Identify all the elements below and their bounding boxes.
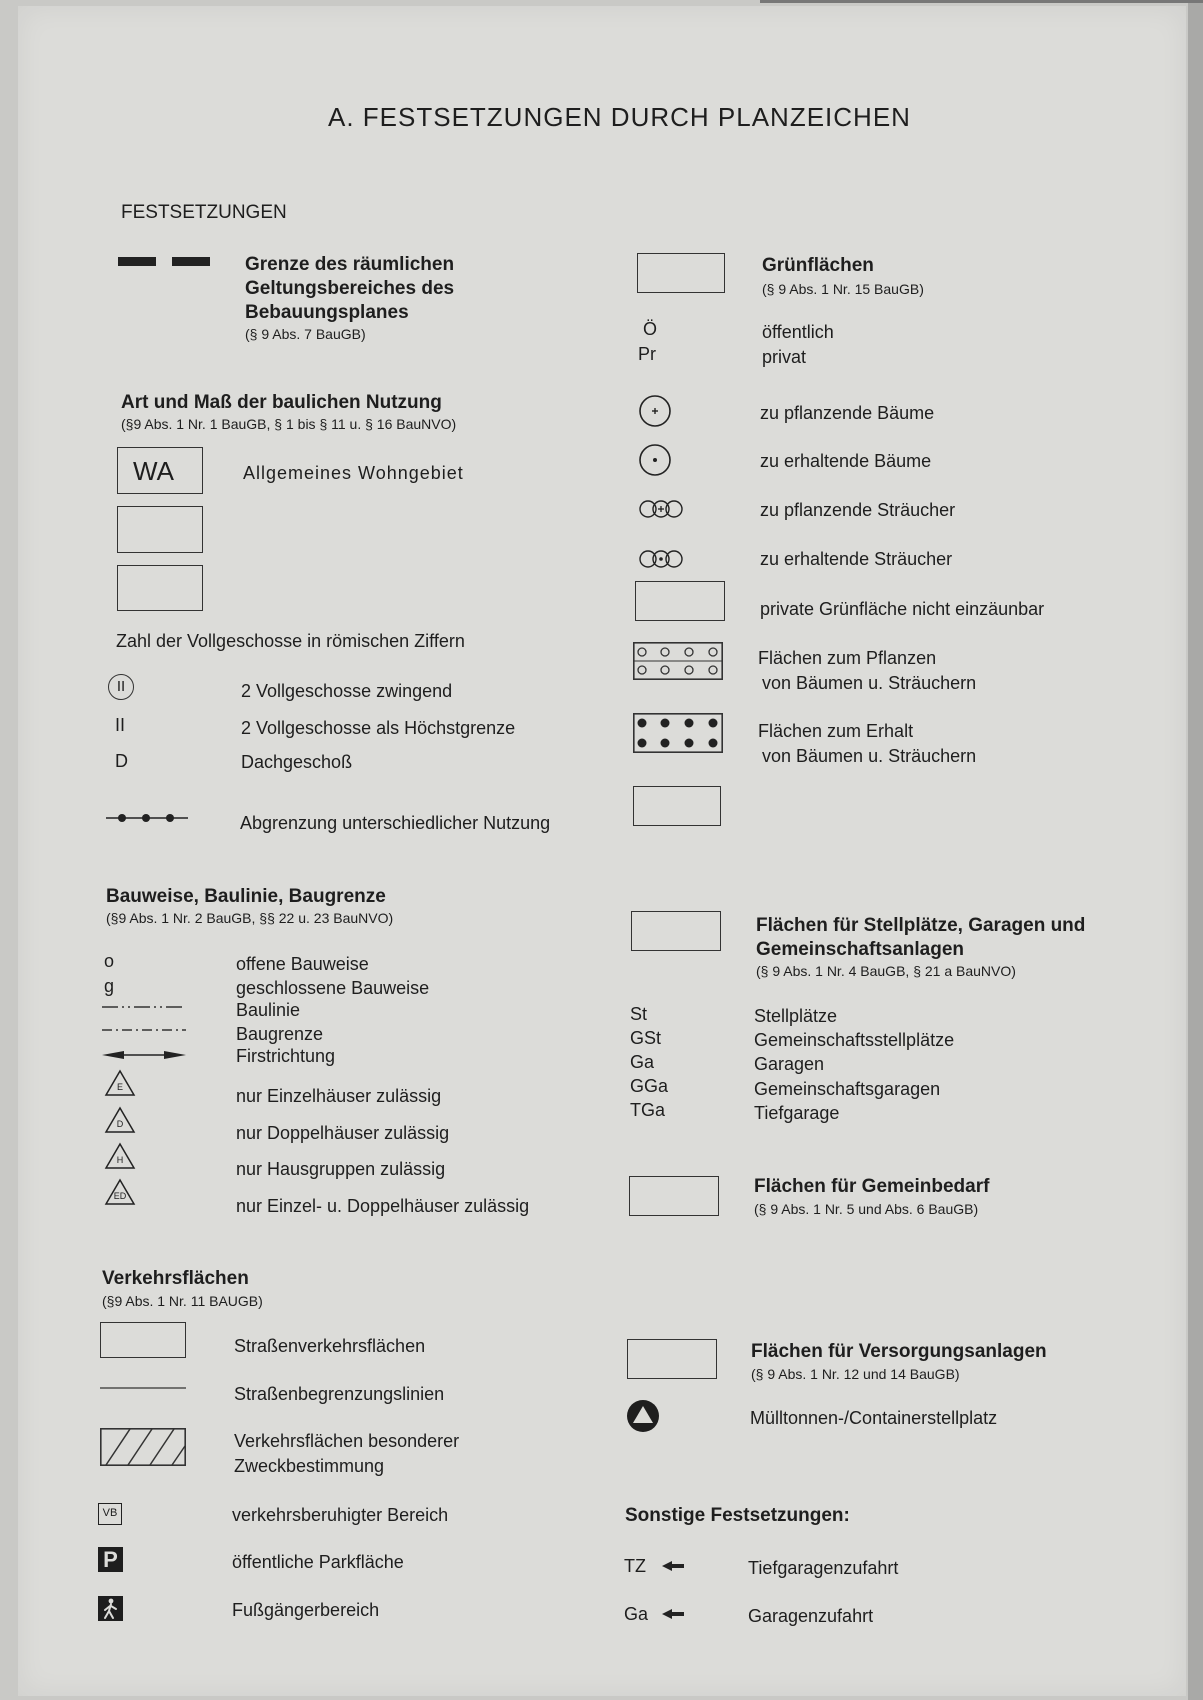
stell-sym-0: St — [630, 1004, 648, 1024]
geltung-line-1: Grenze des räumlichen — [245, 254, 455, 275]
gemeinbedarf-ref: (§ 9 Abs. 1 Nr. 5 und Abs. 6 BauGB) — [754, 1201, 979, 1217]
besonders-line-1: Verkehrsflächen besonderer — [234, 1431, 460, 1451]
baugrenze-label: Baugrenze — [236, 1024, 324, 1044]
baeume-erhalten-label: zu erhaltende Bäume — [760, 451, 932, 471]
tz-label: Tiefgaragenzufahrt — [748, 1558, 899, 1578]
zahl-text: Zahl der Vollgeschosse in römischen Ziffern — [116, 631, 465, 651]
strassen-box — [100, 1322, 186, 1358]
stell-sym-2: Ga — [630, 1052, 655, 1072]
abgrenzung-label: Abgrenzung unterschiedlicher Nutzung — [240, 813, 551, 833]
einzel-label: nur Einzelhäuser zulässig — [236, 1086, 442, 1106]
verkehr-ref: (§9 Abs. 1 Nr. 11 BAUGB) — [102, 1293, 263, 1309]
keep-area-icon — [633, 713, 723, 753]
ga-label: Garagenzufahrt — [748, 1606, 874, 1626]
stell-heading-1: Flächen für Stellplätze, Garagen und — [756, 915, 1086, 936]
gemeinbedarf-box — [629, 1176, 719, 1216]
gruen-ref: (§ 9 Abs. 1 Nr. 15 BauGB) — [762, 281, 924, 297]
fuss-label: Fußgängerbereich — [232, 1600, 380, 1620]
page-edge-right — [1188, 0, 1203, 1700]
versorgung-heading: Flächen für Versorgungsanlagen — [751, 1341, 1047, 1362]
stell-heading-2: Gemeinschaftsanlagen — [756, 939, 965, 960]
triangle-ed-letter: ED — [113, 1191, 127, 1201]
straeucher-erhalten-label: zu erhaltende Sträucher — [760, 549, 953, 569]
geschl-symbol: g — [104, 976, 115, 996]
stell-label-4: Tiefgarage — [754, 1103, 840, 1123]
priv-label: privat — [762, 347, 807, 367]
gruen-heading: Grünflächen — [762, 255, 874, 276]
oeff-label: öffentlich — [762, 322, 834, 342]
strassen-label: Straßenverkehrsflächen — [234, 1336, 426, 1356]
stell-sym-3: GGa — [630, 1076, 669, 1096]
pflanzen-line-2: von Bäumen u. Sträuchern — [762, 673, 977, 693]
baulinie-line-icon — [102, 1004, 186, 1010]
first-label: Firstrichtung — [236, 1046, 336, 1066]
zwingend-label: 2 Vollgeschosse zwingend — [241, 681, 453, 701]
ga-symbol: Ga — [624, 1604, 649, 1624]
tz-arrow-icon — [662, 1560, 684, 1572]
stell-label-1: Gemeinschaftsstellplätze — [754, 1030, 955, 1050]
empty-green-box — [633, 786, 721, 826]
geschl-label: geschlossene Bauweise — [236, 978, 430, 998]
stell-label-0: Stellplätze — [754, 1006, 838, 1026]
erhalt-line-2: von Bäumen u. Sträuchern — [762, 746, 977, 766]
priv-symbol: Pr — [638, 344, 656, 364]
empty-field-box — [117, 506, 203, 553]
waste-container-icon — [626, 1399, 660, 1433]
erhalt-line-1: Flächen zum Erhalt — [758, 721, 914, 741]
gruen-box — [637, 253, 725, 293]
straeucher-pflanzen-label: zu pflanzende Sträucher — [760, 500, 956, 520]
gemeinbedarf-heading: Flächen für Gemeinbedarf — [754, 1176, 990, 1197]
dach-symbol: D — [115, 751, 128, 771]
empty-field-box-2 — [117, 565, 203, 611]
versorgung-box — [627, 1339, 717, 1379]
triangle-h-letter: H — [116, 1155, 124, 1165]
circled-numeral-icon: II — [108, 674, 134, 700]
muell-label: Mülltonnen-/Containerstellplatz — [750, 1408, 998, 1428]
document-title: A. FESTSETZUNGEN DURCH PLANZEICHEN — [328, 102, 911, 132]
verkehr-heading: Verkehrsflächen — [102, 1268, 249, 1289]
baeume-pflanzen-label: zu pflanzende Bäume — [760, 403, 935, 423]
pflanzen-line-1: Flächen zum Pflanzen — [758, 648, 937, 668]
shrub-keep-icon — [637, 548, 685, 570]
geltung-ref: (§ 9 Abs. 7 BauGB) — [245, 326, 366, 342]
vb-icon: VB — [98, 1503, 122, 1525]
park-label: öffentliche Parkfläche — [232, 1552, 404, 1572]
boundary-line-symbol — [118, 254, 213, 268]
begrenzung-line-icon — [100, 1386, 186, 1390]
tree-plant-icon — [638, 394, 672, 428]
wa-symbol: WA — [133, 456, 174, 486]
privat-gruen-box — [635, 581, 725, 621]
nutzung-ref: (§9 Abs. 1 Nr. 1 BauGB, § 1 bis § 11 u. § 16 BauNVO) — [121, 416, 457, 432]
baulinie-label: Baulinie — [236, 1000, 301, 1020]
baugrenze-line-icon — [102, 1027, 186, 1033]
dot-line-icon — [106, 812, 188, 824]
document-sheet — [18, 6, 1186, 1696]
bauweise-heading: Bauweise, Baulinie, Baugrenze — [106, 886, 386, 907]
page-edge-top — [760, 0, 1203, 3]
nutzung-heading: Art und Maß der baulichen Nutzung — [121, 392, 442, 413]
stell-label-3: Gemeinschaftsgaragen — [754, 1079, 941, 1099]
hoechst-symbol: II — [115, 715, 126, 735]
versorgung-ref: (§ 9 Abs. 1 Nr. 12 und 14 BauGB) — [751, 1366, 960, 1382]
einzel-doppel-label: nur Einzel- u. Doppelhäuser zulässig — [236, 1196, 530, 1216]
geltung-line-3: Bebauungsplanes — [245, 302, 409, 323]
stell-ref: (§ 9 Abs. 1 Nr. 4 BauGB, § 21 a BauNVO) — [756, 963, 1016, 979]
hausgruppen-label: nur Hausgruppen zulässig — [236, 1159, 446, 1179]
stell-box — [631, 911, 721, 951]
wa-label: Allgemeines Wohngebiet — [243, 463, 464, 483]
hoechst-label: 2 Vollgeschosse als Höchstgrenze — [241, 718, 516, 738]
hatched-box-icon — [100, 1428, 186, 1466]
privat-gruen-label: private Grünfläche nicht einzäunbar — [760, 599, 1045, 619]
tz-symbol: TZ — [624, 1556, 646, 1576]
offen-symbol: o — [104, 951, 115, 971]
oeff-symbol: Ö — [643, 319, 658, 339]
tree-keep-icon — [638, 443, 672, 477]
doppel-label: nur Doppelhäuser zulässig — [236, 1123, 450, 1143]
stell-sym-4: TGa — [630, 1100, 666, 1120]
stell-sym-1: GSt — [630, 1028, 662, 1048]
bauweise-ref: (§9 Abs. 1 Nr. 2 BauGB, §§ 22 u. 23 BauNVO) — [106, 910, 394, 926]
besonders-line-2: Zweckbestimmung — [234, 1456, 385, 1476]
plant-area-icon — [633, 642, 723, 680]
vb-label: verkehrsberuhigter Bereich — [232, 1505, 449, 1525]
sonstige-heading: Sonstige Festsetzungen: — [625, 1505, 850, 1526]
wa-symbol-box — [117, 447, 203, 494]
geltung-line-2: Geltungsbereiches des — [245, 278, 455, 299]
stell-label-2: Garagen — [754, 1054, 825, 1074]
triangle-d-letter: D — [116, 1119, 124, 1129]
shrub-plant-icon — [637, 498, 685, 520]
pedestrian-icon — [98, 1596, 123, 1621]
firstrichtung-arrow-icon — [102, 1050, 186, 1060]
ga-arrow-icon — [662, 1608, 684, 1620]
begrenzung-label: Straßenbegrenzungslinien — [234, 1384, 445, 1404]
dach-label: Dachgeschoß — [241, 752, 353, 772]
triangle-e-letter: E — [116, 1082, 123, 1092]
section-heading: FESTSETZUNGEN — [121, 202, 287, 223]
parking-icon: P — [98, 1547, 123, 1572]
offen-label: offene Bauweise — [236, 954, 369, 974]
